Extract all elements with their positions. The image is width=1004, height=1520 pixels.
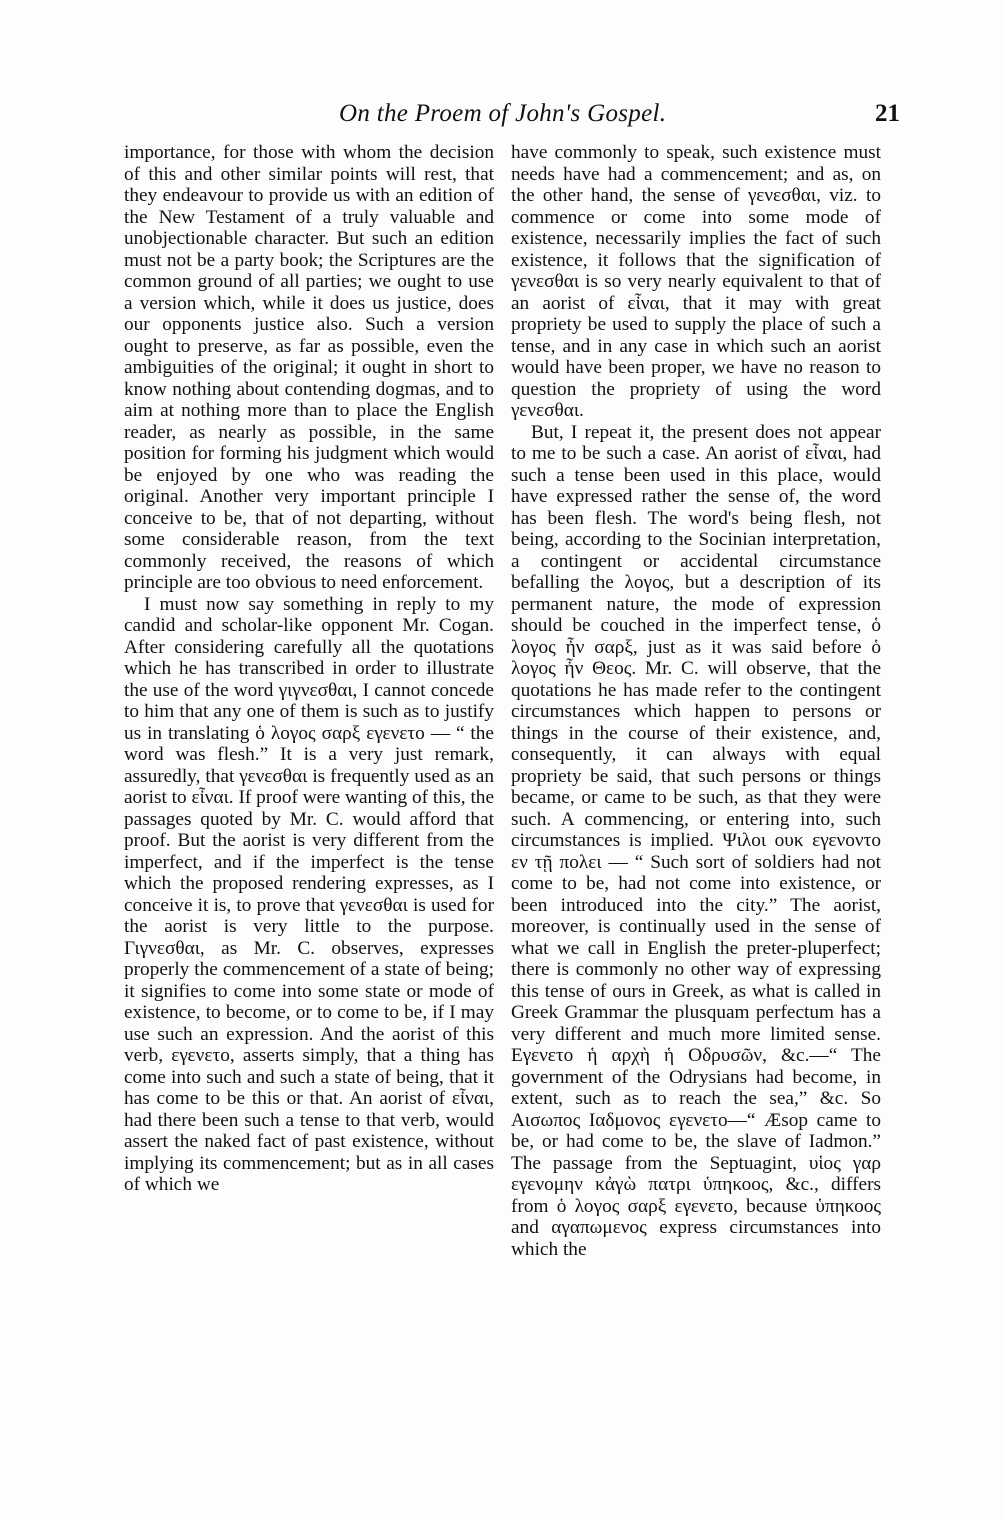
left-column: [124, 142, 494, 1442]
paragraph-reply-to-cogan: I must now say something in reply to my candid and scholar-like opponent Mr. Cogan. After considering carefully all the quotations which he has transcribed in order to illustrate the use of the word γιγνεσθαι, I cannot concede to him that any one of them is such as to justify us in translating ὁ λογος σαρξ εγενετο — “ the word was flesh.” It is a very just remark, assuredly, that γενεσθαι is frequently used as an aorist to εἶναι. If proof were wanting of this, the passages quoted by Mr. C. would afford that proof. But the aorist is very different from the imperfect, and if the imperfect is the tense which the proposed rendering expresses, as I conceive it is, to prove that γενεσθαι is used for the aorist is very little to the purpose. Γιγνεσθαι, as Mr. C. observes, expresses properly the commencement of a state of being; it signifies to come into some state or mode of existence, to become, or to come to be, if I may use such an expression. And the aorist of this verb, εγενετο, asserts simply, that a thing has come into such and such a state of being, that it has come to be this or that. An aorist of εἶναι, had there been such a tense to that verb, would assert the naked fact of past existence, without implying its commencement; but as in all cases of which we: [124, 593, 494, 1195]
right-column: [511, 142, 881, 1442]
paragraph-continued-right: have commonly to speak, such existence must needs have had a commencement; and as, on the other hand, the sense of γενεσθαι, viz. to commence or come into some mode of existence, necessarily implies the fact of such existence, it follows that the signification of γενεσθαι is so very nearly equivalent to that of an aorist of εἶναι, that it may with great propriety be used to supply the place of such a tense, and in any case in which such an aorist would have been proper, we have no reason to question the propriety of using the word γενεσθαι.: [511, 142, 881, 421]
paragraph-continued: importance, for those with whom the decision of this and other similar points will rest, that they endeavour to provide us with an edition of the New Testament of a truly valuable and unobjectionable character. But such an edition must not be a party book; the Scriptures are the common ground of all parties; we ought to use a version which, while it does us justice, does our opponents justice also. Such a version ought to preserve, as far as possible, even the ambiguities of the original; it ought in short to know nothing about contending dogmas, and to aim at nothing more than to place the English reader, as nearly as possible, in the same position for forming his judgment which would be enjoyed by one who was reading the original. Another very important principle I conceive to be, that of not departing, without some considerable reason, from the text commonly received, the reasons of which principle are too obvious to need enforcement.: [124, 142, 494, 593]
paragraph-present-not-such-case: But, I repeat it, the present does not appear to me to be such a case. An aorist of εἶναι, had such a tense been used in this place, would have expressed rather the sense of, the word has been flesh. The word's being flesh, not being, according to the Socinian interpretation, a contingent or accidental circumstance befalling the λογος, but a description of its permanent nature, the mode of expression should be couched in the imperfect tense, ὁ λογος ἦν σαρξ, just as it was said before ὁ λογος ἦν Θεος. Mr. C. will observe, that the quotations he has made refer to the contingent circumstances which happen to persons or things in the course of their existence, and, consequently, it can always with equal propriety be said, that such persons or things became, or came to be such, as that they were such. A commencing, or entering into, such circumstances is implied. Ψιλοι ουκ εγενοντο εν τῇ πολει — “ Such sort of soldiers had not come to be, had not come into existence, or been introduced into the city.” The aorist, moreover, is continually used in the sense of what we call in English the preter-pluperfect; there is commonly no other way of expressing this tense of ours in Greek, as what is called in Greek Grammar the plusquam perfectum has a very different and much more limited sense. Εγενετο ἡ αρχὴ ἡ Οδρυσῶν, &c.—“ The government of the Odrysians had become, in extent, such as to reach the sea,” &c. So Αισωπος Ιαδμονος εγενετο—“ Æsop came to be, or had come to be, the slave of Iadmon.” The passage from the Septuagint, υἱος γαρ εγενομην κἀγὼ πατρι ὑπηκοος, &c., differs from ὁ λογος σαρξ εγενετο, because ὑπηκοος and αγαπωμενος express circumstances into which the: [511, 421, 881, 1260]
running-title: On the Proem of John's Gospel.: [339, 100, 667, 127]
running-head: [124, 100, 904, 136]
page-number: 21: [875, 100, 900, 127]
